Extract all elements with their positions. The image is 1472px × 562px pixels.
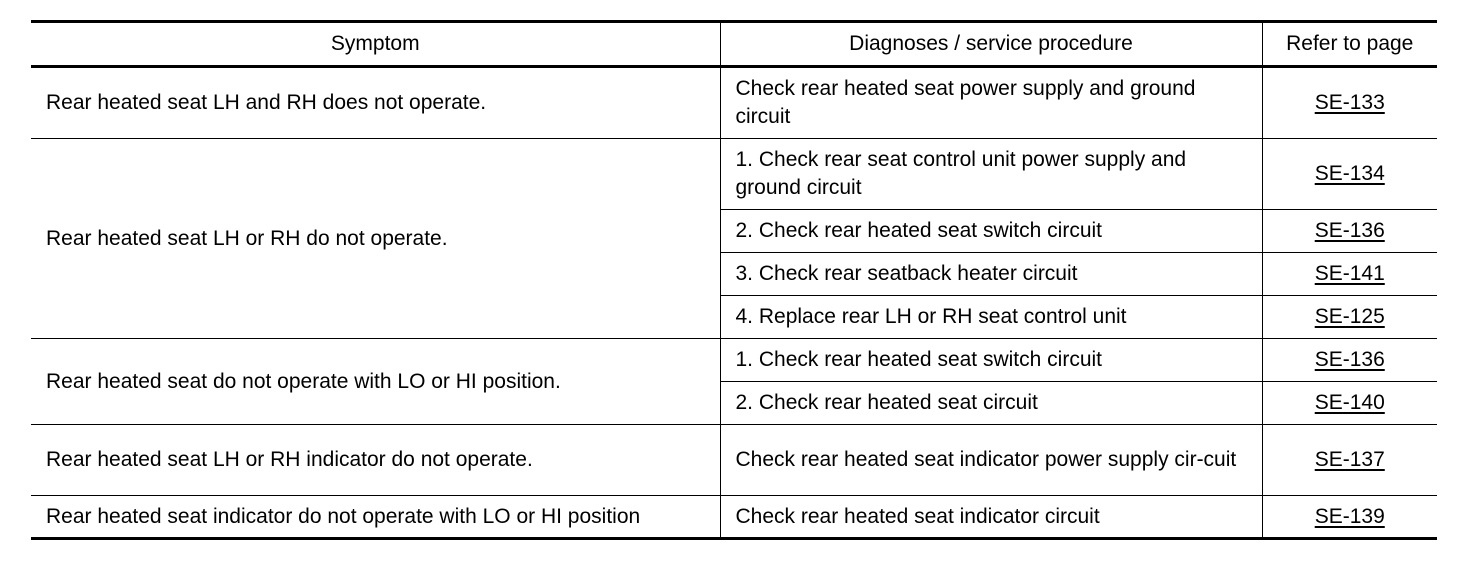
symptom-cell: Rear heated seat LH and RH does not operate. [31, 67, 720, 139]
refer-cell [1262, 425, 1437, 496]
table-row [31, 67, 1437, 139]
header-symptom: Symptom [31, 22, 720, 67]
procedure-cell: Check rear heated seat indicator power supply cir-cuit [720, 425, 1262, 496]
refer-cell [1262, 339, 1437, 382]
table-row [31, 496, 1437, 539]
refer-cell [1262, 210, 1437, 253]
page-link[interactable]: SE-136 [1314, 348, 1385, 371]
table-row [31, 425, 1437, 496]
header-refer: Refer to page [1262, 22, 1437, 67]
page-link[interactable]: SE-133 [1314, 91, 1385, 114]
refer-cell [1262, 496, 1437, 539]
table-row [31, 139, 1437, 210]
page-link[interactable]: SE-137 [1314, 448, 1385, 471]
procedure-cell: 2. Check rear heated seat circuit [720, 382, 1262, 425]
header-procedure: Diagnoses / service procedure [720, 22, 1262, 67]
symptom-cell: Rear heated seat do not operate with LO or HI position. [31, 339, 720, 425]
page-link[interactable]: SE-140 [1314, 391, 1385, 414]
page-link[interactable]: SE-125 [1314, 305, 1385, 328]
procedure-cell: 3. Check rear seatback heater circuit [720, 253, 1262, 296]
symptom-cell: Rear heated seat LH or RH do not operate. [31, 139, 720, 339]
symptom-cell: Rear heated seat indicator do not operate with LO or HI position [31, 496, 720, 539]
refer-cell [1262, 253, 1437, 296]
procedure-cell: 1. Check rear seat control unit power supply and ground circuit [720, 139, 1262, 210]
page-link[interactable]: SE-134 [1314, 162, 1385, 185]
symptom-cell: Rear heated seat LH or RH indicator do not operate. [31, 425, 720, 496]
refer-cell [1262, 382, 1437, 425]
procedure-cell: Check rear heated seat indicator circuit [720, 496, 1262, 539]
page-link[interactable]: SE-141 [1314, 262, 1385, 285]
page-link[interactable]: SE-139 [1314, 504, 1385, 528]
procedure-cell: 4. Replace rear LH or RH seat control unit [720, 296, 1262, 339]
refer-cell [1262, 139, 1437, 210]
procedure-cell: 2. Check rear heated seat switch circuit [720, 210, 1262, 253]
diagnosis-table [31, 20, 1437, 540]
refer-cell [1262, 296, 1437, 339]
procedure-cell: 1. Check rear heated seat switch circuit [720, 339, 1262, 382]
page-link[interactable]: SE-136 [1314, 219, 1385, 242]
refer-cell [1262, 67, 1437, 139]
header-row [31, 22, 1437, 67]
procedure-cell: Check rear heated seat power supply and ground circuit [720, 67, 1262, 139]
table-row [31, 339, 1437, 382]
